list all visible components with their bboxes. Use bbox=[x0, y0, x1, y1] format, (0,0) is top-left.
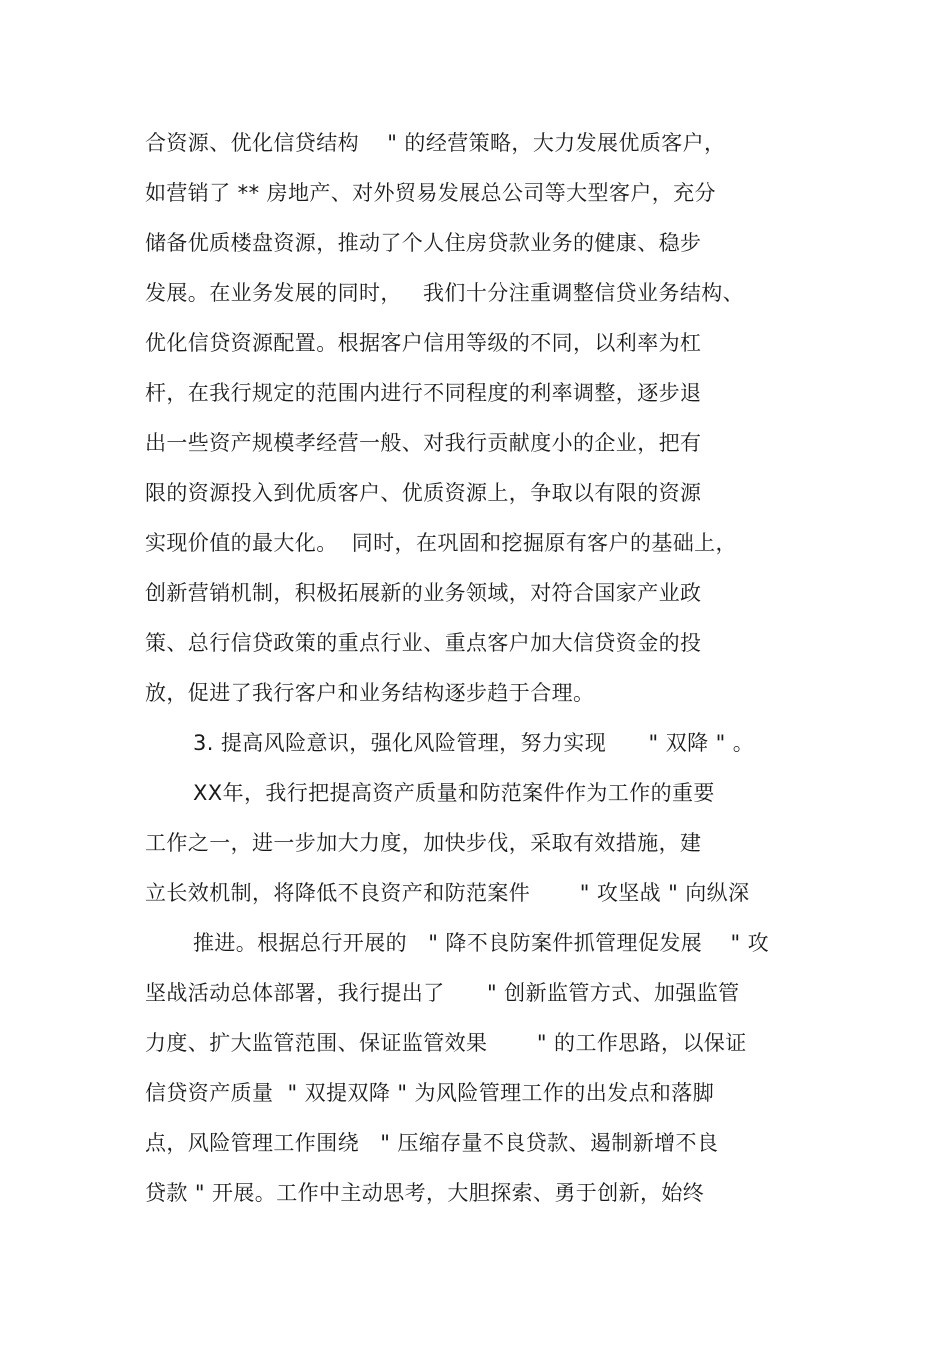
paragraph-line: 储备优质楼盘资源，推动了个人住房贷款业务的健康、稳步 bbox=[145, 231, 702, 255]
paragraph-line: 限的资源投入到优质客户、优质资源上，争取以有限的资源 bbox=[145, 481, 702, 505]
paragraph-line: 坚战活动总体部署，我行提出了 " 创新监管方式、加强监管 bbox=[145, 981, 740, 1005]
paragraph-line: 优化信贷资源配置。根据客户信用等级的不同，以利率为杠 bbox=[145, 331, 702, 355]
paragraph-line: 出一些资产规模孝经营一般、对我行贡献度小的企业，把有 bbox=[145, 431, 702, 455]
paragraph-line: 推进。根据总行开展的 " 降不良防案件抓管理促发展 " 攻 bbox=[193, 931, 769, 955]
paragraph-line: 力度、扩大监管范围、保证监管效果 " 的工作思路，以保证 bbox=[145, 1031, 747, 1055]
paragraph-line: 创新营销机制，积极拓展新的业务领域，对符合国家产业政 bbox=[145, 581, 702, 605]
paragraph-line: 放，促进了我行客户和业务结构逐步趋于合理。 bbox=[145, 681, 595, 705]
paragraph-line: 策、总行信贷政策的重点行业、重点客户加大信贷资金的投 bbox=[145, 631, 702, 655]
paragraph-line: 工作之一，进一步加大力度，加快步伐，采取有效措施，建 bbox=[145, 831, 702, 855]
section-heading: 3. 提高风险意识，强化风险管理，努力实现 " 双降 " 。 bbox=[193, 731, 755, 755]
paragraph-line: 贷款 " 开展。工作中主动思考，大胆探索、勇于创新，始终 bbox=[145, 1181, 705, 1205]
paragraph-line: 杆，在我行规定的范围内进行不同程度的利率调整，逐步退 bbox=[145, 381, 702, 405]
paragraph-line: XX年，我行把提高资产质量和防范案件作为工作的重要 bbox=[193, 781, 715, 805]
paragraph-line: 信贷资产质量 " 双提双降 " 为风险管理工作的出发点和落脚 bbox=[145, 1081, 715, 1105]
paragraph-line: 如营销了 ** 房地产、对外贸易发展总公司等大型客户，充分 bbox=[145, 181, 716, 205]
paragraph-line: 实现价值的最大化。 同时，在巩固和挖掘原有客户的基础上， bbox=[145, 531, 737, 555]
paragraph-line: 发展。在业务发展的同时， 我们十分注重调整信贷业务结构、 bbox=[145, 281, 745, 305]
paragraph-line: 立长效机制，将降低不良资产和防范案件 " 攻坚战 " 向纵深 bbox=[145, 881, 750, 905]
paragraph-line: 点，风险管理工作围绕 " 压缩存量不良贷款、遏制新增不良 bbox=[145, 1131, 719, 1155]
paragraph-line: 合资源、优化信贷结构 " 的经营策略，大力发展优质客户， bbox=[145, 131, 726, 155]
